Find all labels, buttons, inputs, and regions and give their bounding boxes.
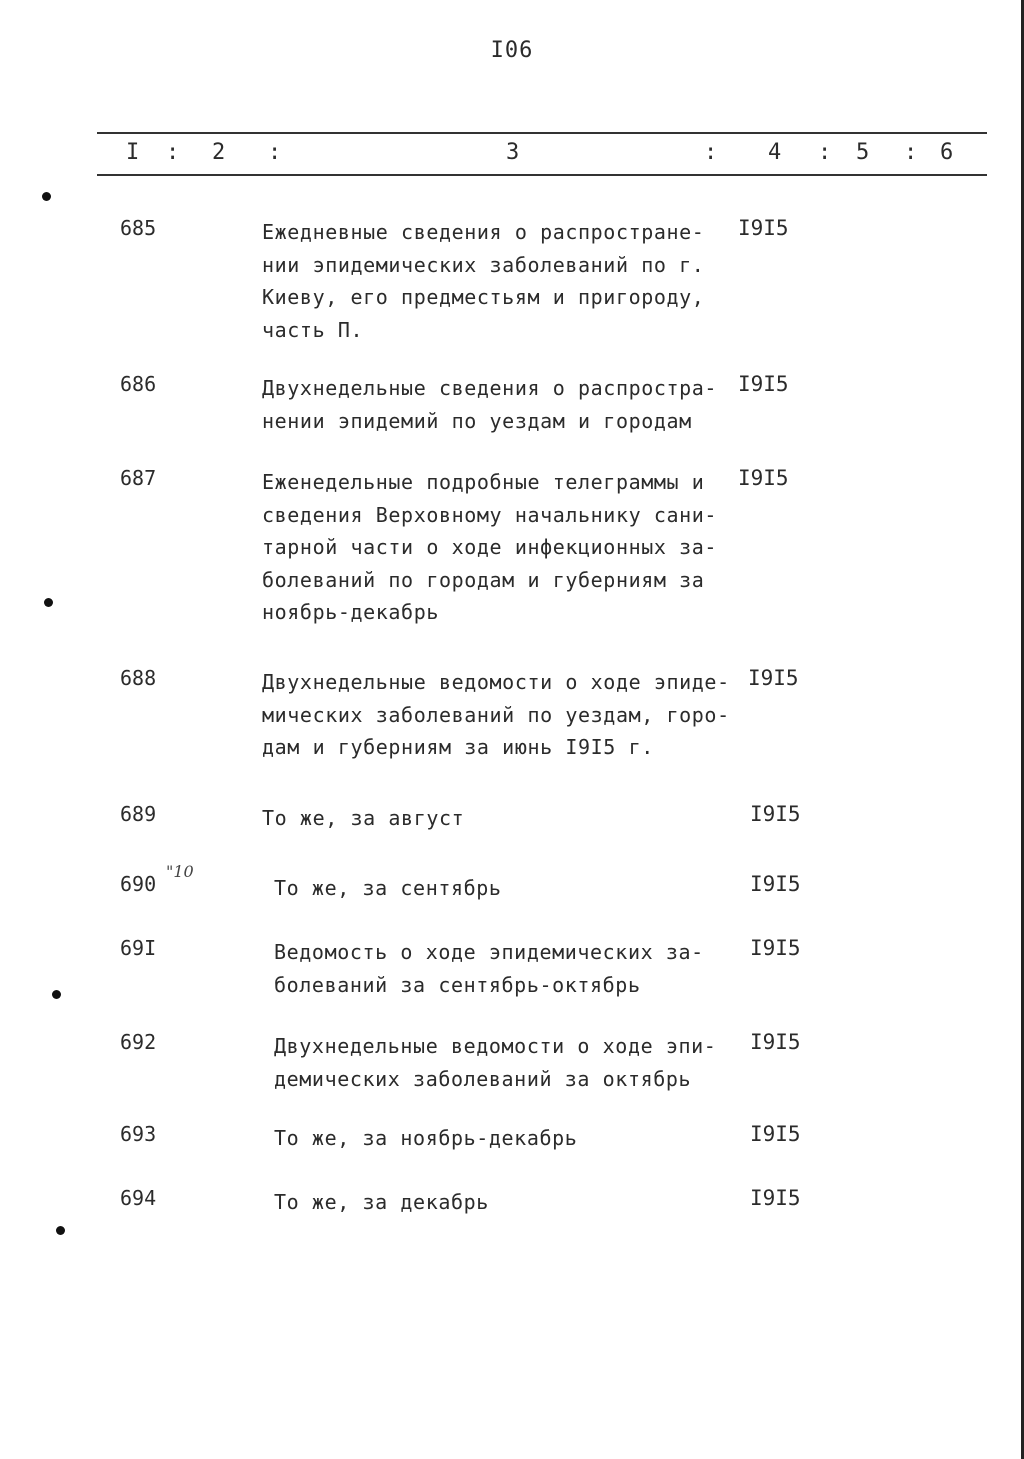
description-line: Ежедневные сведения о распростране-	[262, 220, 705, 244]
description-line: мических заболеваний по уездам, горо-	[262, 702, 730, 727]
header-col-1: I	[126, 140, 140, 165]
item-year: I9I5	[738, 216, 789, 240]
description-line: нии эпидемических заболеваний по г.	[262, 252, 705, 277]
item-description	[262, 216, 742, 346]
description-line: То же, за декабрь	[274, 1190, 489, 1214]
description-line: дам и губерниям за июнь I9I5 г.	[262, 735, 654, 759]
item-number: 687	[120, 466, 157, 490]
item-year: I9I5	[750, 936, 801, 960]
header-col-3: 3	[506, 140, 520, 165]
item-year: I9I5	[748, 666, 799, 690]
item-description	[274, 936, 754, 1001]
header-separator: :	[704, 140, 718, 165]
handwritten-margin-note: "10	[166, 862, 194, 881]
item-description	[274, 1122, 754, 1155]
description-line: сведения Верховному начальнику сани-	[262, 502, 718, 527]
description-line: демических заболеваний за октябрь	[274, 1066, 692, 1091]
header-separator: :	[166, 140, 180, 165]
page-number: I06	[490, 38, 534, 63]
header-separator: :	[818, 140, 832, 165]
description-line: Двухнедельные ведомости о ходе эпиде-	[262, 670, 730, 694]
item-number: 692	[120, 1030, 157, 1054]
item-number: 693	[120, 1122, 157, 1146]
item-year: I9I5	[750, 1186, 801, 1210]
item-description	[262, 802, 742, 835]
item-description	[262, 372, 742, 437]
item-description	[274, 1030, 754, 1095]
item-year: I9I5	[738, 372, 789, 396]
description-line: Двухнедельные сведения о распростра-	[262, 376, 718, 400]
header-col-6: 6	[940, 140, 954, 165]
description-line: То же, за ноябрь-декабрь	[274, 1126, 578, 1150]
item-number: 689	[120, 802, 157, 826]
item-year: I9I5	[750, 802, 801, 826]
description-line: То же, за август	[262, 806, 465, 830]
item-description	[262, 666, 742, 764]
punch-hole	[56, 1226, 65, 1235]
item-year: I9I5	[738, 466, 789, 490]
item-description	[274, 872, 754, 905]
item-year: I9I5	[750, 1122, 801, 1146]
description-line: болеваний за сентябрь-октябрь	[274, 972, 641, 997]
description-line: Ведомость о ходе эпидемических за-	[274, 940, 704, 964]
header-col-2: 2	[212, 140, 226, 165]
item-number: 690	[120, 872, 157, 896]
punch-hole	[52, 990, 61, 999]
item-description	[262, 466, 742, 629]
table-header	[0, 140, 1024, 168]
punch-hole	[42, 192, 51, 201]
description-line: нении эпидемий по уездам и городам	[262, 408, 692, 433]
header-rule-bottom	[97, 174, 987, 176]
item-year: I9I5	[750, 872, 801, 896]
description-line: часть П.	[262, 317, 364, 342]
header-separator: :	[268, 140, 282, 165]
header-rule-top	[97, 132, 987, 134]
description-line: тарной части о ходе инфекционных за-	[262, 535, 718, 559]
header-col-5: 5	[856, 140, 870, 165]
description-line: ноябрь-декабрь	[262, 600, 439, 624]
item-number: 685	[120, 216, 157, 240]
header-col-4: 4	[768, 140, 782, 165]
item-number: 688	[120, 666, 157, 690]
description-line: болеваний по городам и губерниям за	[262, 567, 705, 592]
header-separator: :	[904, 140, 918, 165]
punch-hole	[44, 598, 53, 607]
description-line: Двухнедельные ведомости о ходе эпи-	[274, 1034, 717, 1058]
item-number: 694	[120, 1186, 157, 1210]
item-number: 686	[120, 372, 157, 396]
item-description	[274, 1186, 754, 1219]
item-year: I9I5	[750, 1030, 801, 1054]
description-line: Киеву, его предместьям и пригороду,	[262, 285, 705, 309]
description-line: То же, за сентябрь	[274, 876, 502, 900]
description-line: Еженедельные подробные телеграммы и	[262, 470, 705, 494]
item-number: 69I	[120, 936, 157, 960]
